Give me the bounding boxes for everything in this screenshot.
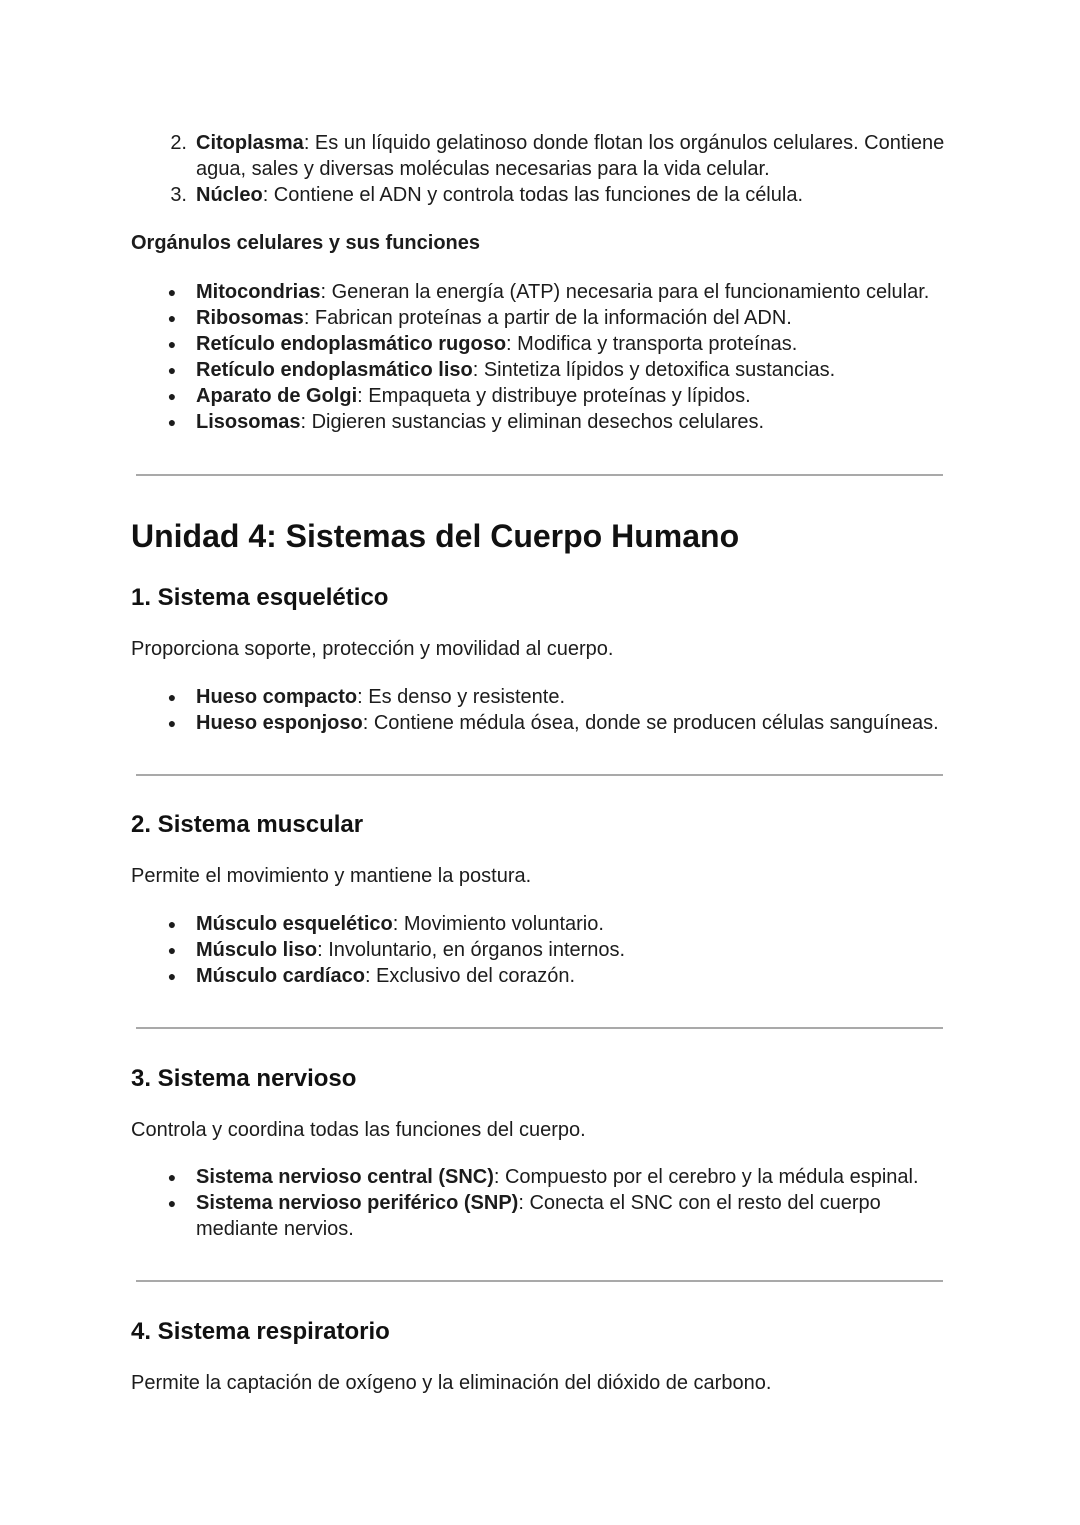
term: Aparato de Golgi bbox=[196, 385, 358, 407]
list-number: 2. bbox=[170, 132, 187, 154]
unit-title: Unidad 4: Sistemas del Cuerpo Humano bbox=[131, 518, 740, 554]
list-number: 3. bbox=[170, 184, 187, 206]
section-intro: Permite el movimiento y mantiene la postura. bbox=[131, 865, 532, 887]
definition: : Es un líquido gelatinoso donde flotan los orgánulos celulares. Contiene bbox=[303, 132, 945, 154]
definition: : Contiene médula ósea, donde se producen células sanguíneas. bbox=[362, 712, 939, 734]
section-heading: 3. Sistema nervioso bbox=[131, 1065, 357, 1092]
bullet-icon: ● bbox=[167, 1195, 177, 1211]
term: Núcleo bbox=[196, 184, 263, 206]
term: Mitocondrias bbox=[196, 281, 321, 303]
definition: : Digieren sustancias y eliminan desechos celulares. bbox=[300, 411, 765, 433]
term: Hueso esponjoso bbox=[196, 712, 363, 734]
horizontal-divider bbox=[136, 1027, 943, 1029]
bullet-icon: ● bbox=[167, 310, 177, 326]
definition: : Es denso y resistente. bbox=[357, 686, 566, 708]
term: Hueso compacto bbox=[196, 686, 358, 708]
section-intro: Permite la captación de oxígeno y la eliminación del dióxido de carbono. bbox=[131, 1372, 772, 1394]
section-heading: 1. Sistema esquelético bbox=[131, 584, 389, 611]
organelles-heading: Orgánulos celulares y sus funciones bbox=[131, 232, 481, 254]
bullet-icon: ● bbox=[167, 336, 177, 352]
term: Retículo endoplasmático liso bbox=[196, 359, 473, 381]
definition: : Modifica y transporta proteínas. bbox=[506, 333, 798, 355]
term: Ribosomas bbox=[196, 307, 304, 329]
definition: : Generan la energía (ATP) necesaria para el funcionamiento celular. bbox=[320, 281, 930, 303]
section-intro: Proporciona soporte, protección y movilidad al cuerpo. bbox=[131, 638, 614, 660]
term: Citoplasma bbox=[196, 132, 304, 154]
definition: : Compuesto por el cerebro y la médula espinal. bbox=[493, 1166, 919, 1188]
term: Músculo cardíaco bbox=[196, 965, 365, 987]
bullet-icon: ● bbox=[167, 689, 177, 705]
definition: : Fabrican proteínas a partir de la información del ADN. bbox=[303, 307, 792, 329]
section-intro: Controla y coordina todas las funciones del cuerpo. bbox=[131, 1119, 586, 1141]
horizontal-divider bbox=[136, 774, 943, 776]
definition: : Sintetiza lípidos y detoxifica sustancias. bbox=[472, 359, 836, 381]
term: Sistema nervioso periférico (SNP) bbox=[196, 1192, 519, 1214]
definition: : Empaqueta y distribuye proteínas y lípidos. bbox=[357, 385, 751, 407]
bullet-icon: ● bbox=[167, 362, 177, 378]
bullet-icon: ● bbox=[167, 1169, 177, 1185]
bullet-icon: ● bbox=[167, 916, 177, 932]
definition: : Exclusivo del corazón. bbox=[364, 965, 576, 987]
term: Músculo liso bbox=[196, 939, 318, 961]
definition: : Contiene el ADN y controla todas las funciones de la célula. bbox=[262, 184, 803, 206]
section-heading: 2. Sistema muscular bbox=[131, 811, 364, 838]
definition: : Conecta el SNC con el resto del cuerpo bbox=[518, 1192, 881, 1214]
term: Retículo endoplasmático rugoso bbox=[196, 333, 507, 355]
bullet-icon: ● bbox=[167, 715, 177, 731]
bullet-icon: ● bbox=[167, 414, 177, 430]
bullet-icon: ● bbox=[167, 388, 177, 404]
horizontal-divider bbox=[136, 1280, 943, 1282]
definition: : Involuntario, en órganos internos. bbox=[317, 939, 626, 961]
term: Músculo esquelético bbox=[196, 913, 393, 935]
definition-continuation: agua, sales y diversas moléculas necesarias para la vida celular. bbox=[196, 158, 770, 180]
bullet-icon: ● bbox=[167, 942, 177, 958]
definition-continuation: mediante nervios. bbox=[196, 1218, 354, 1240]
term: Sistema nervioso central (SNC) bbox=[196, 1166, 494, 1188]
section-heading: 4. Sistema respiratorio bbox=[131, 1318, 390, 1345]
bullet-icon: ● bbox=[167, 968, 177, 984]
term: Lisosomas bbox=[196, 411, 301, 433]
definition: : Movimiento voluntario. bbox=[392, 913, 604, 935]
bullet-icon: ● bbox=[167, 284, 177, 300]
horizontal-divider bbox=[136, 474, 943, 476]
